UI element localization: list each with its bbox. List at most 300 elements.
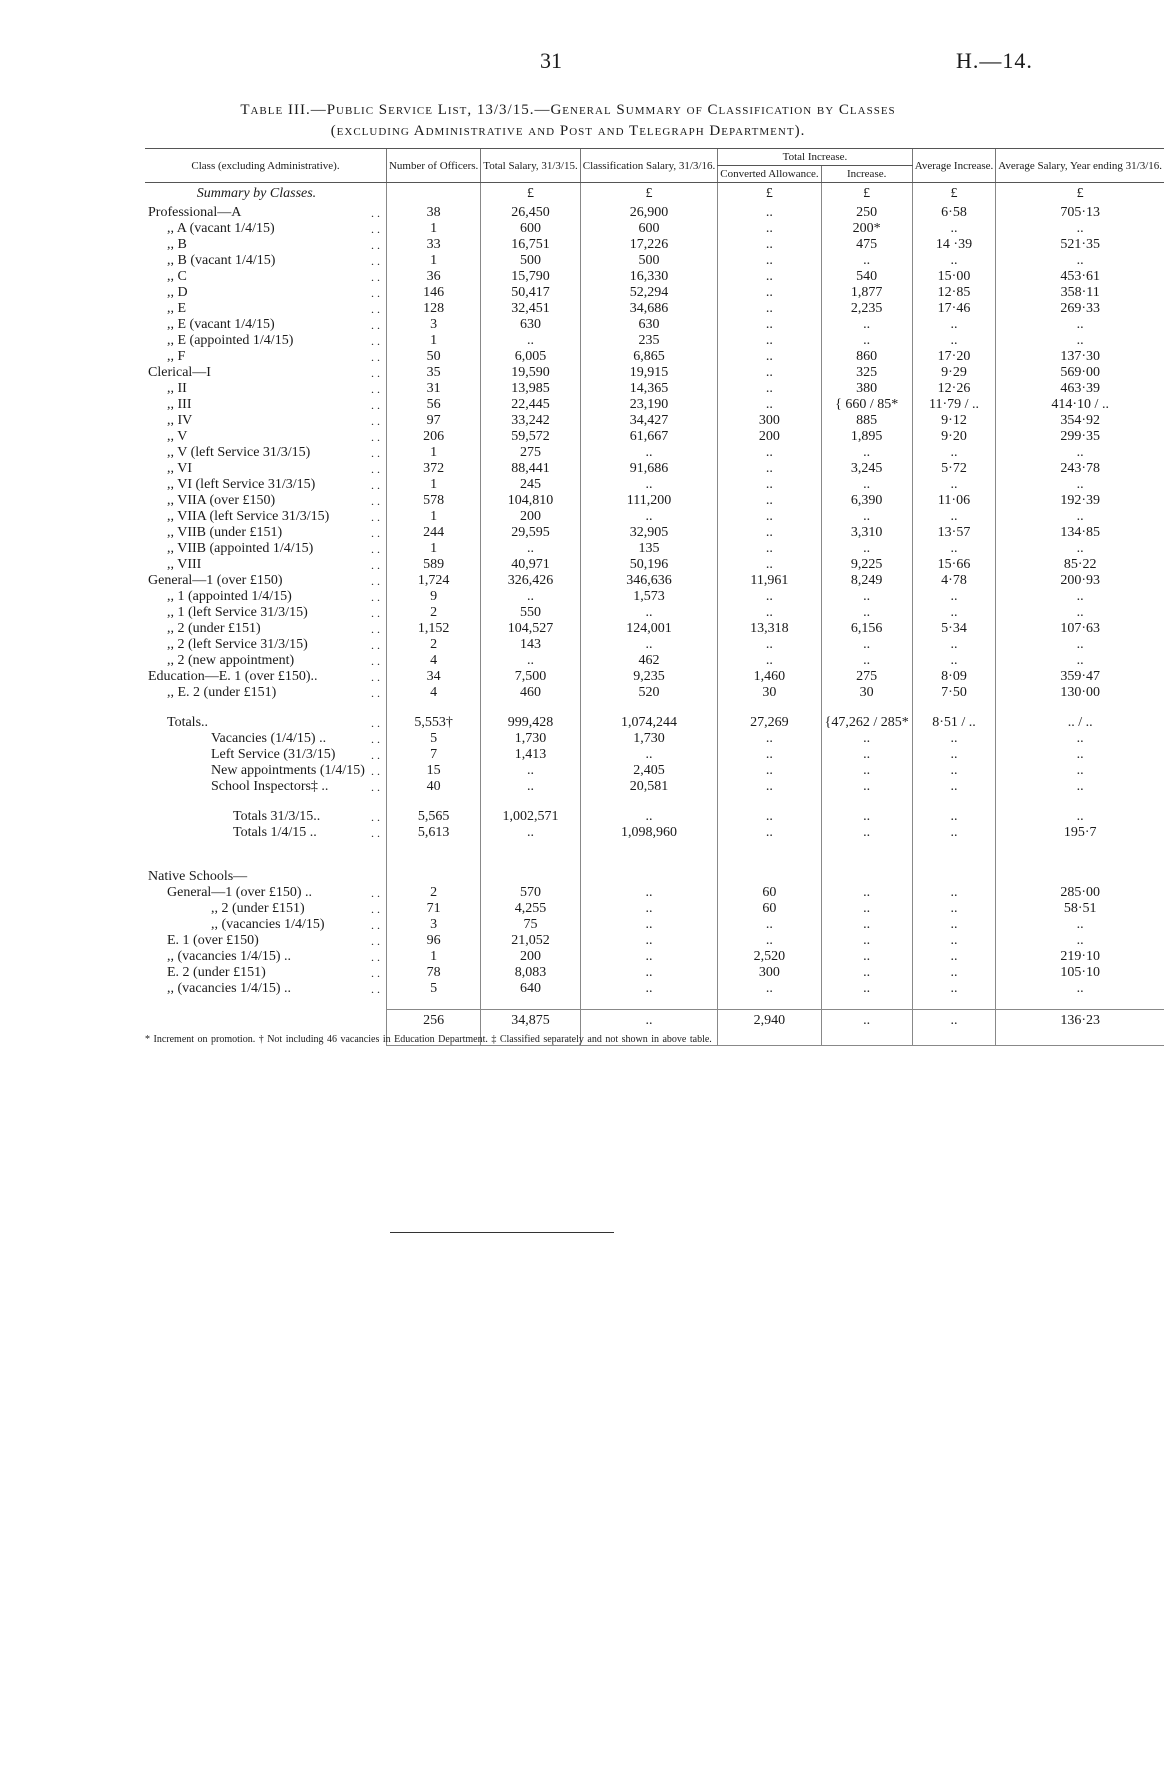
table-row — [145, 715, 1164, 731]
increase-cell: 8,249 — [821, 573, 912, 589]
blank-cell — [718, 855, 821, 869]
avg-increase-cell: .. — [912, 589, 996, 605]
converted-cell: .. — [718, 589, 821, 605]
total-salary-cell: 19,590 — [481, 365, 580, 381]
classification-cell: .. — [580, 917, 718, 933]
total-salary-cell: 75 — [481, 917, 580, 933]
blank-cell — [912, 841, 996, 855]
col-header-total-increase: Total Increase. — [718, 149, 912, 166]
officers-cell: 3 — [386, 317, 480, 333]
officers-cell: 1 — [386, 221, 480, 237]
increase-cell: 325 — [821, 365, 912, 381]
leader-dots — [368, 1009, 387, 1033]
total-salary-cell: 640 — [481, 981, 580, 997]
col-header-officers: Number of Officers. — [386, 149, 480, 183]
leader-dots: .. — [370, 317, 383, 332]
total-salary-cell: 550 — [481, 605, 580, 621]
increase-cell: .. — [821, 637, 912, 653]
classification-cell: 630 — [580, 317, 718, 333]
increase-cell: .. — [821, 901, 912, 917]
classification-cell: 520 — [580, 685, 718, 701]
table-row — [145, 461, 1164, 477]
officers-cell: 372 — [386, 461, 480, 477]
avg-increase-cell: 15·00 — [912, 269, 996, 285]
table-row — [145, 525, 1164, 541]
table-row — [145, 493, 1164, 509]
avg-increase-cell: .. — [912, 253, 996, 269]
class-label: ,, VI — [167, 460, 193, 476]
classification-cell: .. — [580, 445, 718, 461]
total-salary-cell: .. — [481, 779, 580, 795]
increase-cell: .. — [821, 809, 912, 825]
converted-cell: .. — [718, 493, 821, 509]
converted-cell: .. — [718, 461, 821, 477]
avg-salary-cell: .. — [996, 605, 1164, 621]
leader-dots: .. — [370, 365, 383, 380]
total-salary-cell: 40,971 — [481, 557, 580, 573]
total-salary-cell: 600 — [481, 221, 580, 237]
native-heading-row — [145, 869, 1164, 885]
officers-cell: 5,613 — [386, 825, 480, 841]
avg-increase-cell: 14 ·39 — [912, 237, 996, 253]
table-row — [145, 605, 1164, 621]
leader-dots: .. — [370, 461, 383, 476]
avg-salary-cell: .. / .. — [996, 715, 1164, 731]
leader-dots: .. — [370, 253, 383, 268]
avg-salary-cell: 463·39 — [996, 381, 1164, 397]
classification-cell: 346,636 — [580, 573, 718, 589]
blank-label — [145, 855, 368, 869]
class-label: ,, 2 (left Service 31/3/15) — [167, 636, 308, 652]
leader-dots: .. — [370, 981, 383, 996]
table-row — [145, 557, 1164, 573]
total-salary-cell: 104,527 — [481, 621, 580, 637]
class-label: Clerical—I — [148, 364, 211, 380]
class-label: E. 2 (under £151) — [167, 964, 266, 980]
converted-cell: 2,520 — [718, 949, 821, 965]
total-salary-cell: 59,572 — [481, 429, 580, 445]
classification-cell: 111,200 — [580, 493, 718, 509]
total-salary-cell: 8,083 — [481, 965, 580, 981]
avg-salary-cell: 105·10 — [996, 965, 1164, 981]
avg-increase-cell: .. — [912, 317, 996, 333]
officers-cell: 4 — [386, 685, 480, 701]
classification-cell: .. — [580, 933, 718, 949]
leader-dots: .. — [370, 429, 383, 444]
officers-cell: 5,565 — [386, 809, 480, 825]
officers-cell: 71 — [386, 901, 480, 917]
unit-cell: £ — [481, 183, 580, 205]
avg-salary-cell: .. — [996, 541, 1164, 557]
table-row — [145, 763, 1164, 779]
converted-cell: 1,460 — [718, 669, 821, 685]
table-row — [145, 589, 1164, 605]
total-salary-cell: .. — [481, 589, 580, 605]
table-title — [148, 100, 988, 142]
document-reference: H.—14. — [956, 48, 1033, 73]
table-row — [145, 731, 1164, 747]
increase-cell: .. — [821, 981, 912, 997]
converted-cell: .. — [718, 205, 821, 221]
total-salary-cell: 570 — [481, 885, 580, 901]
officers-cell: 38 — [386, 205, 480, 221]
blank-cell — [996, 841, 1164, 855]
officers-cell: 35 — [386, 365, 480, 381]
classification-cell: 462 — [580, 653, 718, 669]
converted-cell: .. — [718, 301, 821, 317]
avg-increase-cell: 17·46 — [912, 301, 996, 317]
officers-cell: 2 — [386, 637, 480, 653]
col-header-converted: Converted Allowance. — [718, 166, 821, 183]
officers-cell: 50 — [386, 349, 480, 365]
section-heading: Summary by Classes. — [196, 185, 317, 201]
officers-cell: 97 — [386, 413, 480, 429]
avg-salary-cell: 359·47 — [996, 669, 1164, 685]
increase-cell: 860 — [821, 349, 912, 365]
avg-increase-cell: 12·85 — [912, 285, 996, 301]
classification-cell: 52,294 — [580, 285, 718, 301]
blank-cell — [821, 841, 912, 855]
classification-cell: 23,190 — [580, 397, 718, 413]
avg-salary-cell: 243·78 — [996, 461, 1164, 477]
classification-cell: .. — [580, 901, 718, 917]
increase-cell: 3,245 — [821, 461, 912, 477]
avg-salary-cell: 200·93 — [996, 573, 1164, 589]
blank-cell — [912, 795, 996, 809]
page-number: 31 — [540, 48, 562, 73]
converted-cell: 60 — [718, 885, 821, 901]
table-row — [145, 285, 1164, 301]
increase-cell: 380 — [821, 381, 912, 397]
leader-dots: .. — [370, 285, 383, 300]
avg-salary-cell: 137·30 — [996, 349, 1164, 365]
total-salary-cell: 460 — [481, 685, 580, 701]
blank-cell — [580, 841, 718, 855]
blank-cell — [912, 997, 996, 1010]
table-row — [145, 221, 1164, 237]
avg-salary-cell: 358·11 — [996, 285, 1164, 301]
leader-dots: .. — [370, 237, 383, 252]
increase-cell: .. — [821, 605, 912, 621]
avg-increase-cell: 5·72 — [912, 461, 996, 477]
col-header-classification: Classification Salary, 31/3/16. — [580, 149, 718, 183]
officers-cell: 146 — [386, 285, 480, 301]
avg-increase-cell: .. — [912, 731, 996, 747]
increase-cell: .. — [821, 653, 912, 669]
officers-cell: 1,152 — [386, 621, 480, 637]
spacer-row — [145, 795, 1164, 809]
blank-label — [145, 701, 368, 715]
converted-cell: .. — [718, 445, 821, 461]
leader-dots: .. — [370, 493, 383, 508]
table-row — [145, 541, 1164, 557]
increase-cell: 200* — [821, 221, 912, 237]
blank-cell — [996, 701, 1164, 715]
class-label: ,, C — [167, 268, 187, 284]
blank-label — [145, 997, 368, 1010]
blank-label — [145, 1009, 368, 1033]
officers-cell: 1 — [386, 509, 480, 525]
leader-dots: .. — [370, 715, 383, 730]
classification-cell: .. — [580, 981, 718, 997]
classification-cell: 2,405 — [580, 763, 718, 779]
avg-salary-cell: .. — [996, 763, 1164, 779]
table-row — [145, 573, 1164, 589]
avg-increase-cell: 13·57 — [912, 525, 996, 541]
avg-increase-cell: .. — [912, 333, 996, 349]
leader-dots: .. — [370, 917, 383, 932]
blank-cell — [386, 855, 480, 869]
officers-cell: 5,553† — [386, 715, 480, 731]
leader-dots: .. — [370, 397, 383, 412]
converted-cell: .. — [718, 747, 821, 763]
avg-salary-cell: 219·10 — [996, 949, 1164, 965]
increase-cell: 275 — [821, 669, 912, 685]
classification-table — [145, 148, 1164, 1046]
leader-dots — [368, 855, 387, 869]
converted-cell: 11,961 — [718, 573, 821, 589]
converted-cell: 60 — [718, 901, 821, 917]
avg-increase-cell: .. — [912, 541, 996, 557]
blank-cell — [580, 869, 718, 885]
table-row — [145, 981, 1164, 997]
avg-increase-cell: .. — [912, 605, 996, 621]
class-label: ,, E (appointed 1/4/15) — [167, 332, 294, 348]
converted-cell: .. — [718, 541, 821, 557]
converted-cell: .. — [718, 809, 821, 825]
officers-cell: 33 — [386, 237, 480, 253]
table-row — [145, 637, 1164, 653]
table-row — [145, 949, 1164, 965]
avg-increase-cell: .. — [912, 917, 996, 933]
total-salary-cell: 88,441 — [481, 461, 580, 477]
converted-cell: .. — [718, 557, 821, 573]
leader-dots: .. — [370, 669, 383, 684]
increase-cell: 1,895 — [821, 429, 912, 445]
blank-cell — [481, 795, 580, 809]
increase-cell: 540 — [821, 269, 912, 285]
classification-cell: 50,196 — [580, 557, 718, 573]
avg-salary-cell: .. — [996, 253, 1164, 269]
increase-cell: .. — [821, 445, 912, 461]
avg-salary-cell: .. — [996, 509, 1164, 525]
class-label: ,, B (vacant 1/4/15) — [167, 252, 276, 268]
table-row — [145, 917, 1164, 933]
total-salary-cell: 200 — [481, 509, 580, 525]
class-label: ,, IV — [167, 412, 193, 428]
converted-cell: .. — [718, 381, 821, 397]
leader-dots: .. — [370, 205, 383, 220]
table-row — [145, 365, 1164, 381]
classification-cell: 34,427 — [580, 413, 718, 429]
officers-cell: 36 — [386, 269, 480, 285]
increase-cell: .. — [821, 589, 912, 605]
classification-cell: 500 — [580, 253, 718, 269]
class-label: Vacancies (1/4/15) .. — [211, 730, 327, 746]
closing-rule — [390, 1232, 614, 1233]
avg-salary-cell: .. — [996, 477, 1164, 493]
leader-dots: .. — [370, 525, 383, 540]
officers-cell: 1 — [386, 445, 480, 461]
increase-cell: .. — [821, 477, 912, 493]
increase-cell: 6,156 — [821, 621, 912, 637]
increase-cell: .. — [821, 253, 912, 269]
avg-increase-cell: 6·58 — [912, 205, 996, 221]
blank-cell — [718, 795, 821, 809]
officers-cell: 128 — [386, 301, 480, 317]
table-row — [145, 429, 1164, 445]
avg-salary-cell: .. — [996, 779, 1164, 795]
avg-salary-cell: .. — [996, 933, 1164, 949]
class-label: ,, E. 2 (under £151) — [167, 684, 277, 700]
converted-cell: 300 — [718, 413, 821, 429]
avg-salary-cell: .. — [996, 445, 1164, 461]
blank-cell — [821, 701, 912, 715]
converted-cell: .. — [718, 779, 821, 795]
class-label: ,, 1 (appointed 1/4/15) — [167, 588, 292, 604]
class-label: ,, V (left Service 31/3/15) — [167, 444, 311, 460]
blank-cell — [912, 869, 996, 885]
officers-cell: 2 — [386, 885, 480, 901]
classification-cell: 9,235 — [580, 669, 718, 685]
avg-salary-cell: 285·00 — [996, 885, 1164, 901]
classification-cell: .. — [580, 637, 718, 653]
blank-cell — [996, 855, 1164, 869]
officers-cell: 5 — [386, 731, 480, 747]
avg-salary-cell: 192·39 — [996, 493, 1164, 509]
leader-dots: .. — [370, 965, 383, 980]
class-label: ,, VI (left Service 31/3/15) — [167, 476, 316, 492]
avg-salary-cell: 269·33 — [996, 301, 1164, 317]
converted-cell: .. — [718, 637, 821, 653]
leader-dots: .. — [370, 269, 383, 284]
classification-cell: 1,098,960 — [580, 825, 718, 841]
avg-salary-cell: .. — [996, 589, 1164, 605]
native-total-row — [145, 1009, 1164, 1033]
spacer-row — [145, 841, 1164, 855]
class-label: ,, A (vacant 1/4/15) — [167, 220, 275, 236]
blank-label — [145, 795, 368, 809]
blank-cell — [718, 841, 821, 855]
blank-cell — [481, 841, 580, 855]
avg-increase-cell: 11·79 / .. — [912, 397, 996, 413]
avg-increase-cell: 9·29 — [912, 365, 996, 381]
officers-cell: 56 — [386, 397, 480, 413]
table-row — [145, 885, 1164, 901]
total-salary-cell: 4,255 — [481, 901, 580, 917]
increase-cell: {47,262 / 285* — [821, 715, 912, 731]
total-salary-cell: 15,790 — [481, 269, 580, 285]
blank-cell — [821, 795, 912, 809]
leader-dots: .. — [370, 747, 383, 762]
avg-increase-cell: .. — [912, 779, 996, 795]
avg-increase-cell: .. — [912, 885, 996, 901]
avg-increase-cell: .. — [912, 747, 996, 763]
leader-dots: .. — [370, 731, 383, 746]
avg-increase-cell: .. — [912, 981, 996, 997]
total-salary-cell: 16,751 — [481, 237, 580, 253]
total-salary-cell: 21,052 — [481, 933, 580, 949]
class-label: ,, D — [167, 284, 188, 300]
total-salary-cell: 6,005 — [481, 349, 580, 365]
blank-cell — [580, 997, 718, 1010]
blank-cell — [718, 701, 821, 715]
avg-increase-cell: 15·66 — [912, 557, 996, 573]
avg-salary-cell: 136·23 — [996, 1009, 1164, 1033]
total-salary-cell: 34,875 — [481, 1009, 580, 1033]
avg-salary-cell: 85·22 — [996, 557, 1164, 573]
total-salary-cell: .. — [481, 653, 580, 669]
blank-cell — [386, 869, 480, 885]
classification-cell: .. — [580, 965, 718, 981]
converted-cell: .. — [718, 269, 821, 285]
total-salary-cell: 32,451 — [481, 301, 580, 317]
total-salary-cell: 29,595 — [481, 525, 580, 541]
classification-cell: 26,900 — [580, 205, 718, 221]
avg-increase-cell: .. — [912, 1009, 996, 1033]
blank-cell — [996, 869, 1164, 885]
converted-cell: 13,318 — [718, 621, 821, 637]
blank-cell — [386, 795, 480, 809]
increase-cell: 30 — [821, 685, 912, 701]
classification-cell: .. — [580, 509, 718, 525]
avg-salary-cell: 569·00 — [996, 365, 1164, 381]
increase-cell: .. — [821, 317, 912, 333]
classification-cell: 135 — [580, 541, 718, 557]
converted-cell: .. — [718, 253, 821, 269]
increase-cell: .. — [821, 779, 912, 795]
increase-cell: .. — [821, 747, 912, 763]
leader-dots: .. — [370, 653, 383, 668]
converted-cell: 2,940 — [718, 1009, 821, 1033]
increase-cell: .. — [821, 885, 912, 901]
unit-cell: £ — [718, 183, 821, 205]
officers-cell: 4 — [386, 653, 480, 669]
table-row — [145, 653, 1164, 669]
table-body — [145, 183, 1164, 1046]
officers-cell: 78 — [386, 965, 480, 981]
table-row — [145, 349, 1164, 365]
title-line-2: (excluding Administrative and Post and Telegraph Department). — [330, 123, 806, 139]
avg-increase-cell: .. — [912, 901, 996, 917]
class-label: School Inspectors‡ .. — [211, 778, 329, 794]
officers-cell: 7 — [386, 747, 480, 763]
leader-dots: .. — [370, 381, 383, 396]
avg-salary-cell: 453·61 — [996, 269, 1164, 285]
classification-cell: .. — [580, 885, 718, 901]
classification-cell: 1,573 — [580, 589, 718, 605]
leader-dots — [368, 997, 387, 1010]
converted-cell: .. — [718, 525, 821, 541]
leader-dots: .. — [370, 413, 383, 428]
converted-cell: .. — [718, 317, 821, 333]
increase-cell: .. — [821, 509, 912, 525]
avg-increase-cell: .. — [912, 509, 996, 525]
total-salary-cell: 275 — [481, 445, 580, 461]
increase-cell: .. — [821, 333, 912, 349]
class-label: ,, 2 (new appointment) — [167, 652, 295, 668]
officers-cell: 1 — [386, 333, 480, 349]
avg-salary-cell: .. — [996, 731, 1164, 747]
table-row — [145, 669, 1164, 685]
converted-cell: .. — [718, 221, 821, 237]
leader-dots: .. — [370, 685, 383, 700]
avg-increase-cell: .. — [912, 653, 996, 669]
avg-increase-cell: 9·20 — [912, 429, 996, 445]
table-row — [145, 269, 1164, 285]
increase-cell: .. — [821, 949, 912, 965]
class-label: ,, II — [167, 380, 187, 396]
